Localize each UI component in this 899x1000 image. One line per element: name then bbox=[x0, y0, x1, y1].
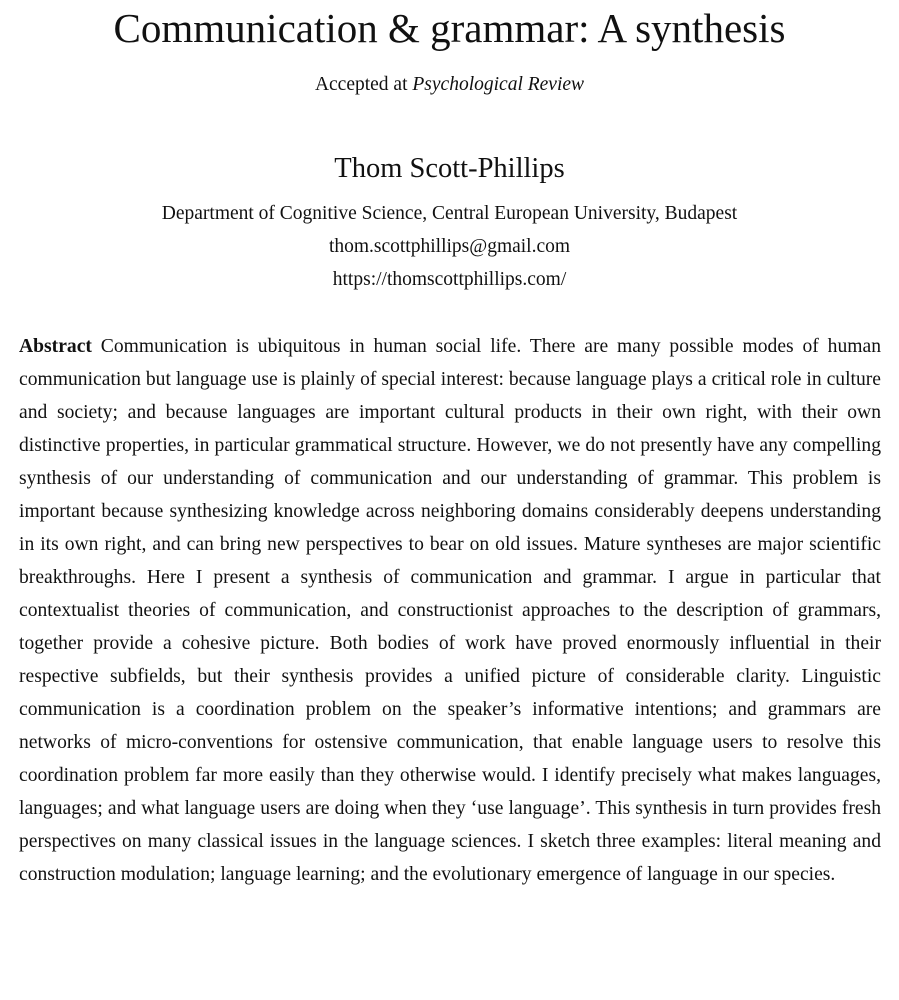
author-website: https://thomscottphillips.com/ bbox=[332, 269, 567, 290]
author-affiliation: Department of Cognitive Science, Central European University, Budapest bbox=[161, 203, 738, 224]
abstract bbox=[19, 330, 881, 891]
abstract-label: Abstract bbox=[19, 336, 92, 357]
author-name: Thom Scott-Phillips bbox=[334, 153, 565, 184]
acceptance-note bbox=[0, 71, 899, 99]
author-email: thom.scottphillips@gmail.com bbox=[328, 236, 571, 257]
acceptance-prefix: Accepted at bbox=[314, 74, 413, 95]
journal-name: Psychological Review bbox=[412, 74, 585, 95]
paper-title: Communication & grammar: A synthesis bbox=[113, 5, 786, 51]
abstract-text: Communication is ubiquitous in human social life. There are many possible modes of human communication but language use is plainly of special interest: because language plays a critical role in culture and society; and because languages are important cultural products in their own right, with their own distinctive properties, in particular grammatical structure. However, we do not presently have any compelling synthesis of our understanding of communication and our understanding of grammar. This problem is important because synthesizing knowledge across neighboring domains considerably deepens understanding in its own right, and can bring new perspectives to bear on old issues. Mature syntheses are major scientific breakthroughs. Here I present a synthesis of communication and grammar. I argue in particular that contextualist theories of communication, and constructionist approaches to the description of grammars, together provide a cohesive picture. Both bodies of work have proved enormously influential in their respective subfields, but their synthesis provides a unified picture of considerable clarity. Linguistic communication is a coordination problem on the speaker’s informative intentions; and grammars are networks of micro-conventions for ostensive communication, that enable language users to resolve this coordination problem far more easily than they otherwise would. I identify precisely what makes languages, languages; and what language users are doing when they ‘use language’. This synthesis in turn provides fresh perspectives on many classical issues in the language sciences. I sketch three examples: literal meaning and construction modulation; language learning; and the evolutionary emergence of language in our species. bbox=[19, 336, 881, 885]
